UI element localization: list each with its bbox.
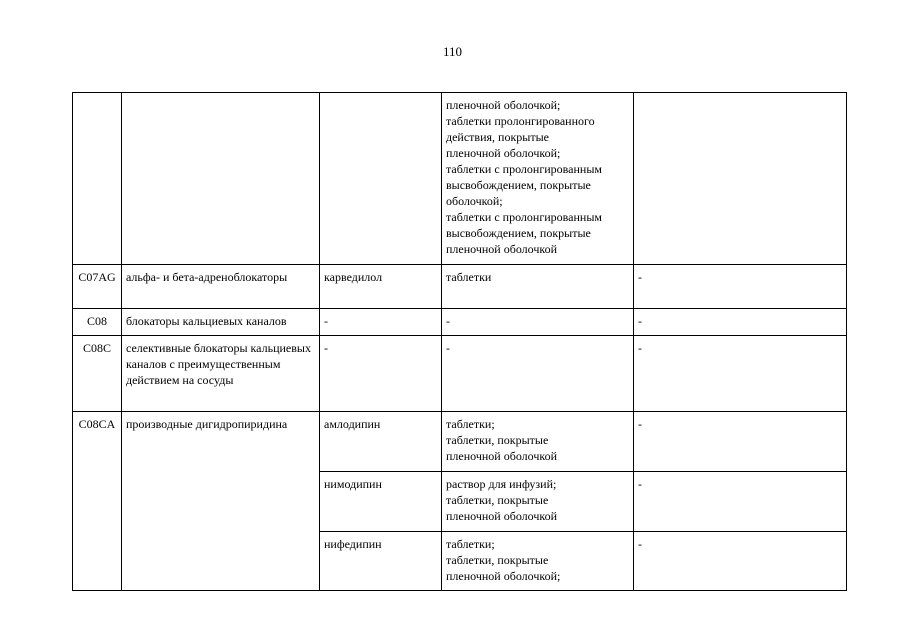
note-cell: - — [634, 472, 847, 532]
group-cell: производные дигидропиридина — [122, 412, 320, 591]
note-cell: - — [634, 309, 847, 336]
substance-cell: карведилол — [320, 265, 442, 309]
table-row — [73, 412, 847, 472]
substance-cell: - — [320, 336, 442, 412]
group-cell: блокаторы кальциевых каналов — [122, 309, 320, 336]
dosage-form-cell: - — [442, 336, 634, 412]
table-row — [73, 336, 847, 412]
dosage-form-cell: раствор для инфузий; таблетки, покрытые пленочной оболочкой — [442, 472, 634, 532]
group-cell: альфа- и бета-адреноблокаторы — [122, 265, 320, 309]
group-cell — [122, 93, 320, 265]
atc-code-cell: C07AG — [73, 265, 122, 309]
table-row — [73, 93, 847, 265]
atc-code-cell: C08C — [73, 336, 122, 412]
substance-cell: нифедипин — [320, 532, 442, 591]
page-number: 110 — [442, 44, 463, 59]
substance-cell: нимодипин — [320, 472, 442, 532]
note-cell — [634, 93, 847, 265]
dosage-form-cell: пленочной оболочкой; таблетки пролонгированного действия, покрытые пленочной оболочкой; таблетки с пролонгированным высвобождением, покрытые оболочкой; таблетки с пролонгированным высвобождением, покрытые пленочной оболочкой — [442, 93, 634, 265]
drug-table — [72, 92, 847, 591]
group-cell: селективные блокаторы кальциевых каналов с преимущественным действием на сосуды — [122, 336, 320, 412]
substance-cell — [320, 93, 442, 265]
substance-cell: - — [320, 309, 442, 336]
atc-code-cell — [73, 93, 122, 265]
dosage-form-cell: - — [442, 309, 634, 336]
dosage-form-cell: таблетки — [442, 265, 634, 309]
note-cell: - — [634, 532, 847, 591]
substance-cell: амлодипин — [320, 412, 442, 472]
atc-code-cell: C08CA — [73, 412, 122, 591]
atc-code-cell: C08 — [73, 309, 122, 336]
dosage-form-cell: таблетки; таблетки, покрытые пленочной оболочкой — [442, 412, 634, 472]
table-row — [73, 265, 847, 309]
dosage-form-cell: таблетки; таблетки, покрытые пленочной оболочкой; — [442, 532, 634, 591]
note-cell: - — [634, 336, 847, 412]
note-cell: - — [634, 412, 847, 472]
table-row — [73, 309, 847, 336]
note-cell: - — [634, 265, 847, 309]
